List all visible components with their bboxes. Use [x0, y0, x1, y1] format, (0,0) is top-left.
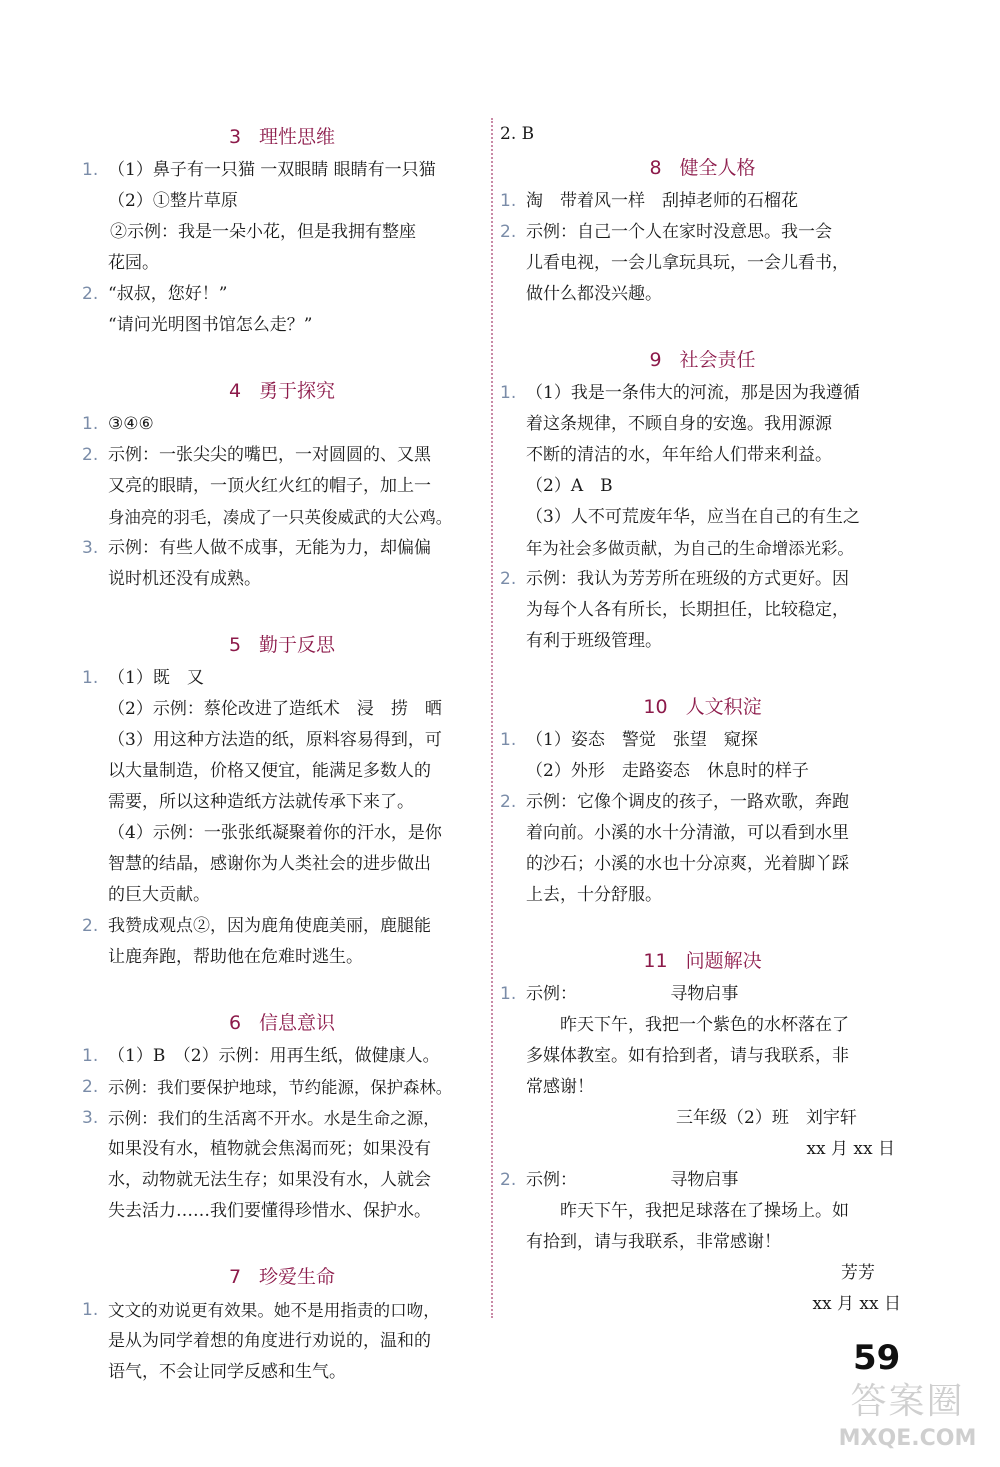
section-heading-7: 7 珍爱生命	[228, 1266, 336, 1288]
watermark-text: MXQE.COM	[838, 1426, 977, 1451]
page-number: 59	[853, 1338, 901, 1378]
answer-item: 1. 淘 带着风一样 刮掉老师的石榴花	[500, 191, 798, 211]
answer-item: 3. 示例：我们的生活离不开水。水是生命之源， 如果没有水，植物就会焦渴而死；如果没有 水，动物就无法生存；如果没有水，人就会 失去活力……我们要懂得珍惜水、保护水。	[82, 1108, 440, 1221]
section-heading-5: 5 勤于反思	[228, 634, 336, 656]
answer-item: 1. （1）姿态 警觉 张望 窥探 （2）外形 走路姿态 休息时的样子	[500, 730, 809, 781]
answer-item: 2. 示例：我认为芳芳所在班级的方式更好。因 为每个人各有所长，长期担任，比较稳定， 有利于班级管理。	[500, 569, 849, 651]
section-heading-9: 9 社会责任	[649, 349, 756, 371]
section-heading-4: 4 勇于探究	[228, 380, 336, 402]
right-column	[500, 115, 905, 1320]
section-heading-10: 10 人文积淀	[643, 696, 762, 718]
answer-item: 2. 示例： 寻物启事 昨天下午，我把足球落在了操场上。如 有拾到，请与我联系，非常感谢！ 芳芳 xx 月 xx 日	[500, 1170, 901, 1314]
answer-item: 2. 示例：一张尖尖的嘴巴，一对圆圆的、又黑 又亮的眼睛，一顶火红火红的帽子，加上一 身油亮的羽毛，凑成了一只英俊威武的大公鸡。	[82, 445, 453, 527]
answer-line: 2. B	[500, 124, 535, 144]
answer-item: 1. ③④⑥	[82, 414, 154, 434]
answer-item: 2. 我赞成观点②，因为鹿角使鹿美丽，鹿腿能 让鹿奔跑，帮助他在危难时逃生。	[82, 916, 431, 967]
answer-item: 3. 示例：有些人做不成事，无能为力，却偏偏 说时机还没有成熟。	[82, 538, 431, 589]
answer-item: 1. 示例： 寻物启事 昨天下午，我把一个紫色的水杯落在了 多媒体教室。如有拾到者，请与我联系，非 常感谢！ 三年级（2）班 刘宇轩 xx 月 xx 日	[500, 984, 895, 1159]
answer-item: 1. （1）既 又 （2）示例：蔡伦改进了造纸术 浸 捞 晒 （3）用这种方法造的纸，原料容易得到，可 以大量制造，价格又便宜，能满足多数人的 需要，所以这种造纸方法就传承下来了。 （4）示例：一张张纸凝聚着你的汗水，是你 智慧的结晶，感谢你为人类社会的进步做出 的巨大贡献。	[82, 668, 442, 905]
section-heading-6: 6 信息意识	[228, 1012, 336, 1034]
answer-item: 1. 文文的劝说更有效果。她不是用指责的口吻， 是从为同学着想的角度进行劝说的，温和的 语气，不会让同学反感和生气。	[82, 1300, 440, 1382]
answer-item: 2. 示例：我们要保护地球，节约能源，保护森林。	[82, 1077, 453, 1097]
watermark-logo	[820, 1380, 995, 1460]
left-column	[82, 115, 482, 1388]
answer-item: 1. （1）我是一条伟大的河流，那是因为我遵循 着这条规律，不顾自身的安逸。我用源源 不断的清洁的水，年年给人们带来利益。 （2）A B （3）人不可荒废年华，应当在自己的有生之 年为社会多做贡献，为自己的生命增添光彩。	[500, 383, 860, 558]
answer-item: 1. （1）鼻子有一只猫 一双眼睛 眼睛有一只猫 （2）①整片草原 ②示例：我是一朵小花，但是我拥有整座 花园。	[82, 160, 436, 273]
section-heading-8: 8 健全人格	[649, 157, 756, 179]
section-heading-11: 11 问题解决	[643, 950, 762, 972]
column-divider	[491, 118, 493, 1318]
answer-item: 2. 示例：它像个调皮的孩子，一路欢歌，奔跑 着向前。小溪的水十分清澈，可以看到水里 的沙石；小溪的水也十分凉爽，光着脚丫踩 上去，十分舒服。	[500, 792, 849, 905]
answer-item: 2. “叔叔，您好！” “请问光明图书馆怎么走？”	[82, 284, 313, 335]
answer-item: 2. 示例：自己一个人在家时没意思。我一会 儿看电视，一会儿拿玩具玩，一会儿看书， 做什么都没兴趣。	[500, 222, 849, 304]
watermark-icon: 答案圈	[850, 1381, 965, 1422]
answer-item: 1. （1）B （2）示例：用再生纸，做健康人。	[82, 1046, 440, 1066]
section-heading-3: 3 理性思维	[228, 126, 336, 148]
